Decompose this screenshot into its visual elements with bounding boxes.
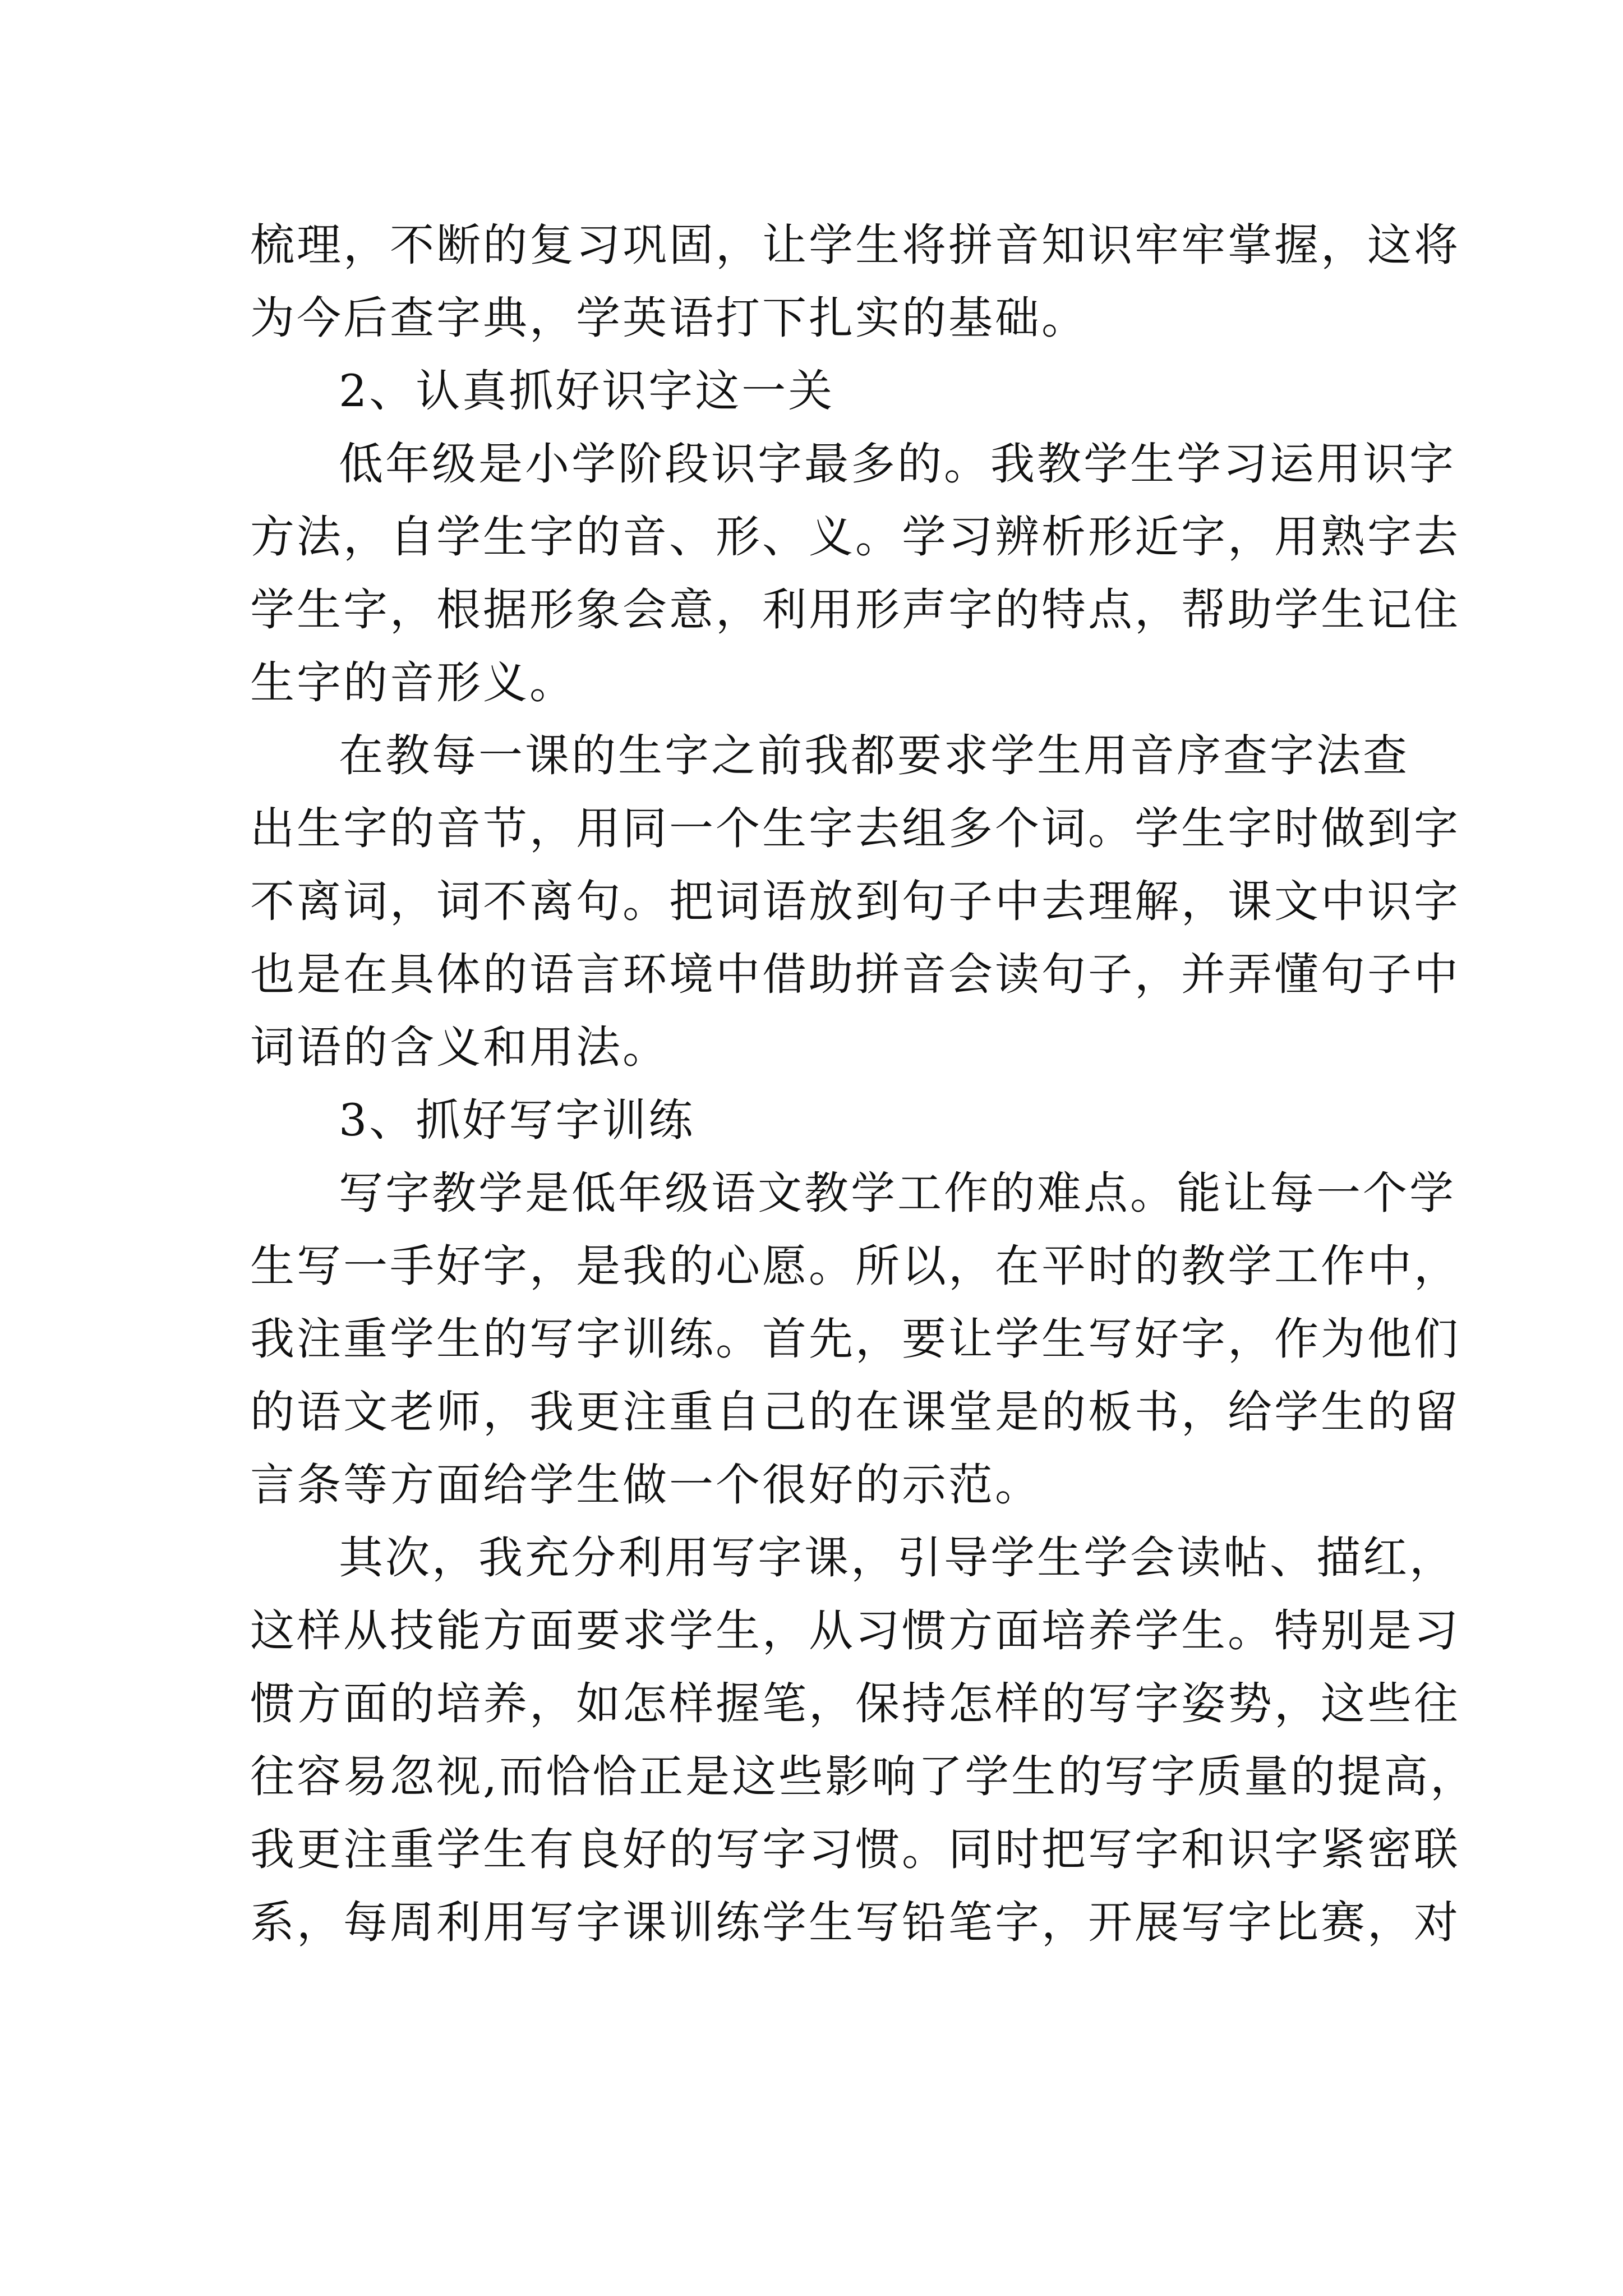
text-line: 生写一手好字，是我的心愿。所以，在平时的教学工作中， <box>250 1240 1460 1292</box>
text-line: 惯方面的培养，如怎样握笔，保持怎样的写字姿势，这些往 <box>250 1678 1460 1729</box>
text-line: 也是在具体的语言环境中借助拼音会读句子，并弄懂句子中 <box>250 949 1460 1000</box>
text-line: 生字的音形义。 <box>250 657 576 708</box>
text-line: 言条等方面给学生做一个很好的示范。 <box>250 1459 1041 1511</box>
section-heading: 3、抓好写字训练 <box>339 1094 695 1146</box>
text-line: 学生字，根据形象会意，利用形声字的特点，帮助学生记住 <box>250 584 1460 636</box>
text-line: 在教每一课的生字之前我都要求学生用音序查字法查 <box>339 730 1409 781</box>
text-line: 往容易忽视,而恰恰正是这些影响了学生的写字质量的提高， <box>250 1751 1477 1802</box>
text-line: 梳理，不断的复习巩固，让学生将拼音知识牢牢掌握，这将 <box>250 219 1460 271</box>
text-line: 其次，我充分利用写字课，引导学生学会读帖、描红， <box>339 1532 1456 1584</box>
body-text <box>250 209 1477 1959</box>
text-line: 我注重学生的写字训练。首先，要让学生写好字，作为他们 <box>250 1313 1460 1365</box>
text-line: 出生字的音节，用同一个生字去组多个词。学生字时做到字 <box>250 803 1460 854</box>
text-line: 的语文老师，我更注重自己的在课堂是的板书，给学生的留 <box>250 1386 1460 1438</box>
text-line: 系，每周利用写字课训练学生写铅笔字，开展写字比赛，对 <box>250 1897 1460 1948</box>
text-line: 为今后查字典，学英语打下扎实的基础。 <box>250 292 1088 344</box>
text-line: 方法，自学生字的音、形、义。学习辨析形近字，用熟字去 <box>250 511 1460 563</box>
text-line: 低年级是小学阶段识字最多的。我教学生学习运用识字 <box>339 438 1456 490</box>
text-line: 这样从技能方面要求学生，从习惯方面培养学生。特别是习 <box>250 1605 1460 1657</box>
section-heading: 2、认真抓好识字这一关 <box>339 365 835 417</box>
text-line: 词语的含义和用法。 <box>250 1022 669 1073</box>
text-line: 我更注重学生有良好的写字习惯。同时把写字和识字紧密联 <box>250 1824 1460 1875</box>
text-line: 写字教学是低年级语文教学工作的难点。能让每一个学 <box>339 1167 1456 1219</box>
text-line: 不离词，词不离句。把词语放到句子中去理解，课文中识字 <box>250 876 1460 927</box>
